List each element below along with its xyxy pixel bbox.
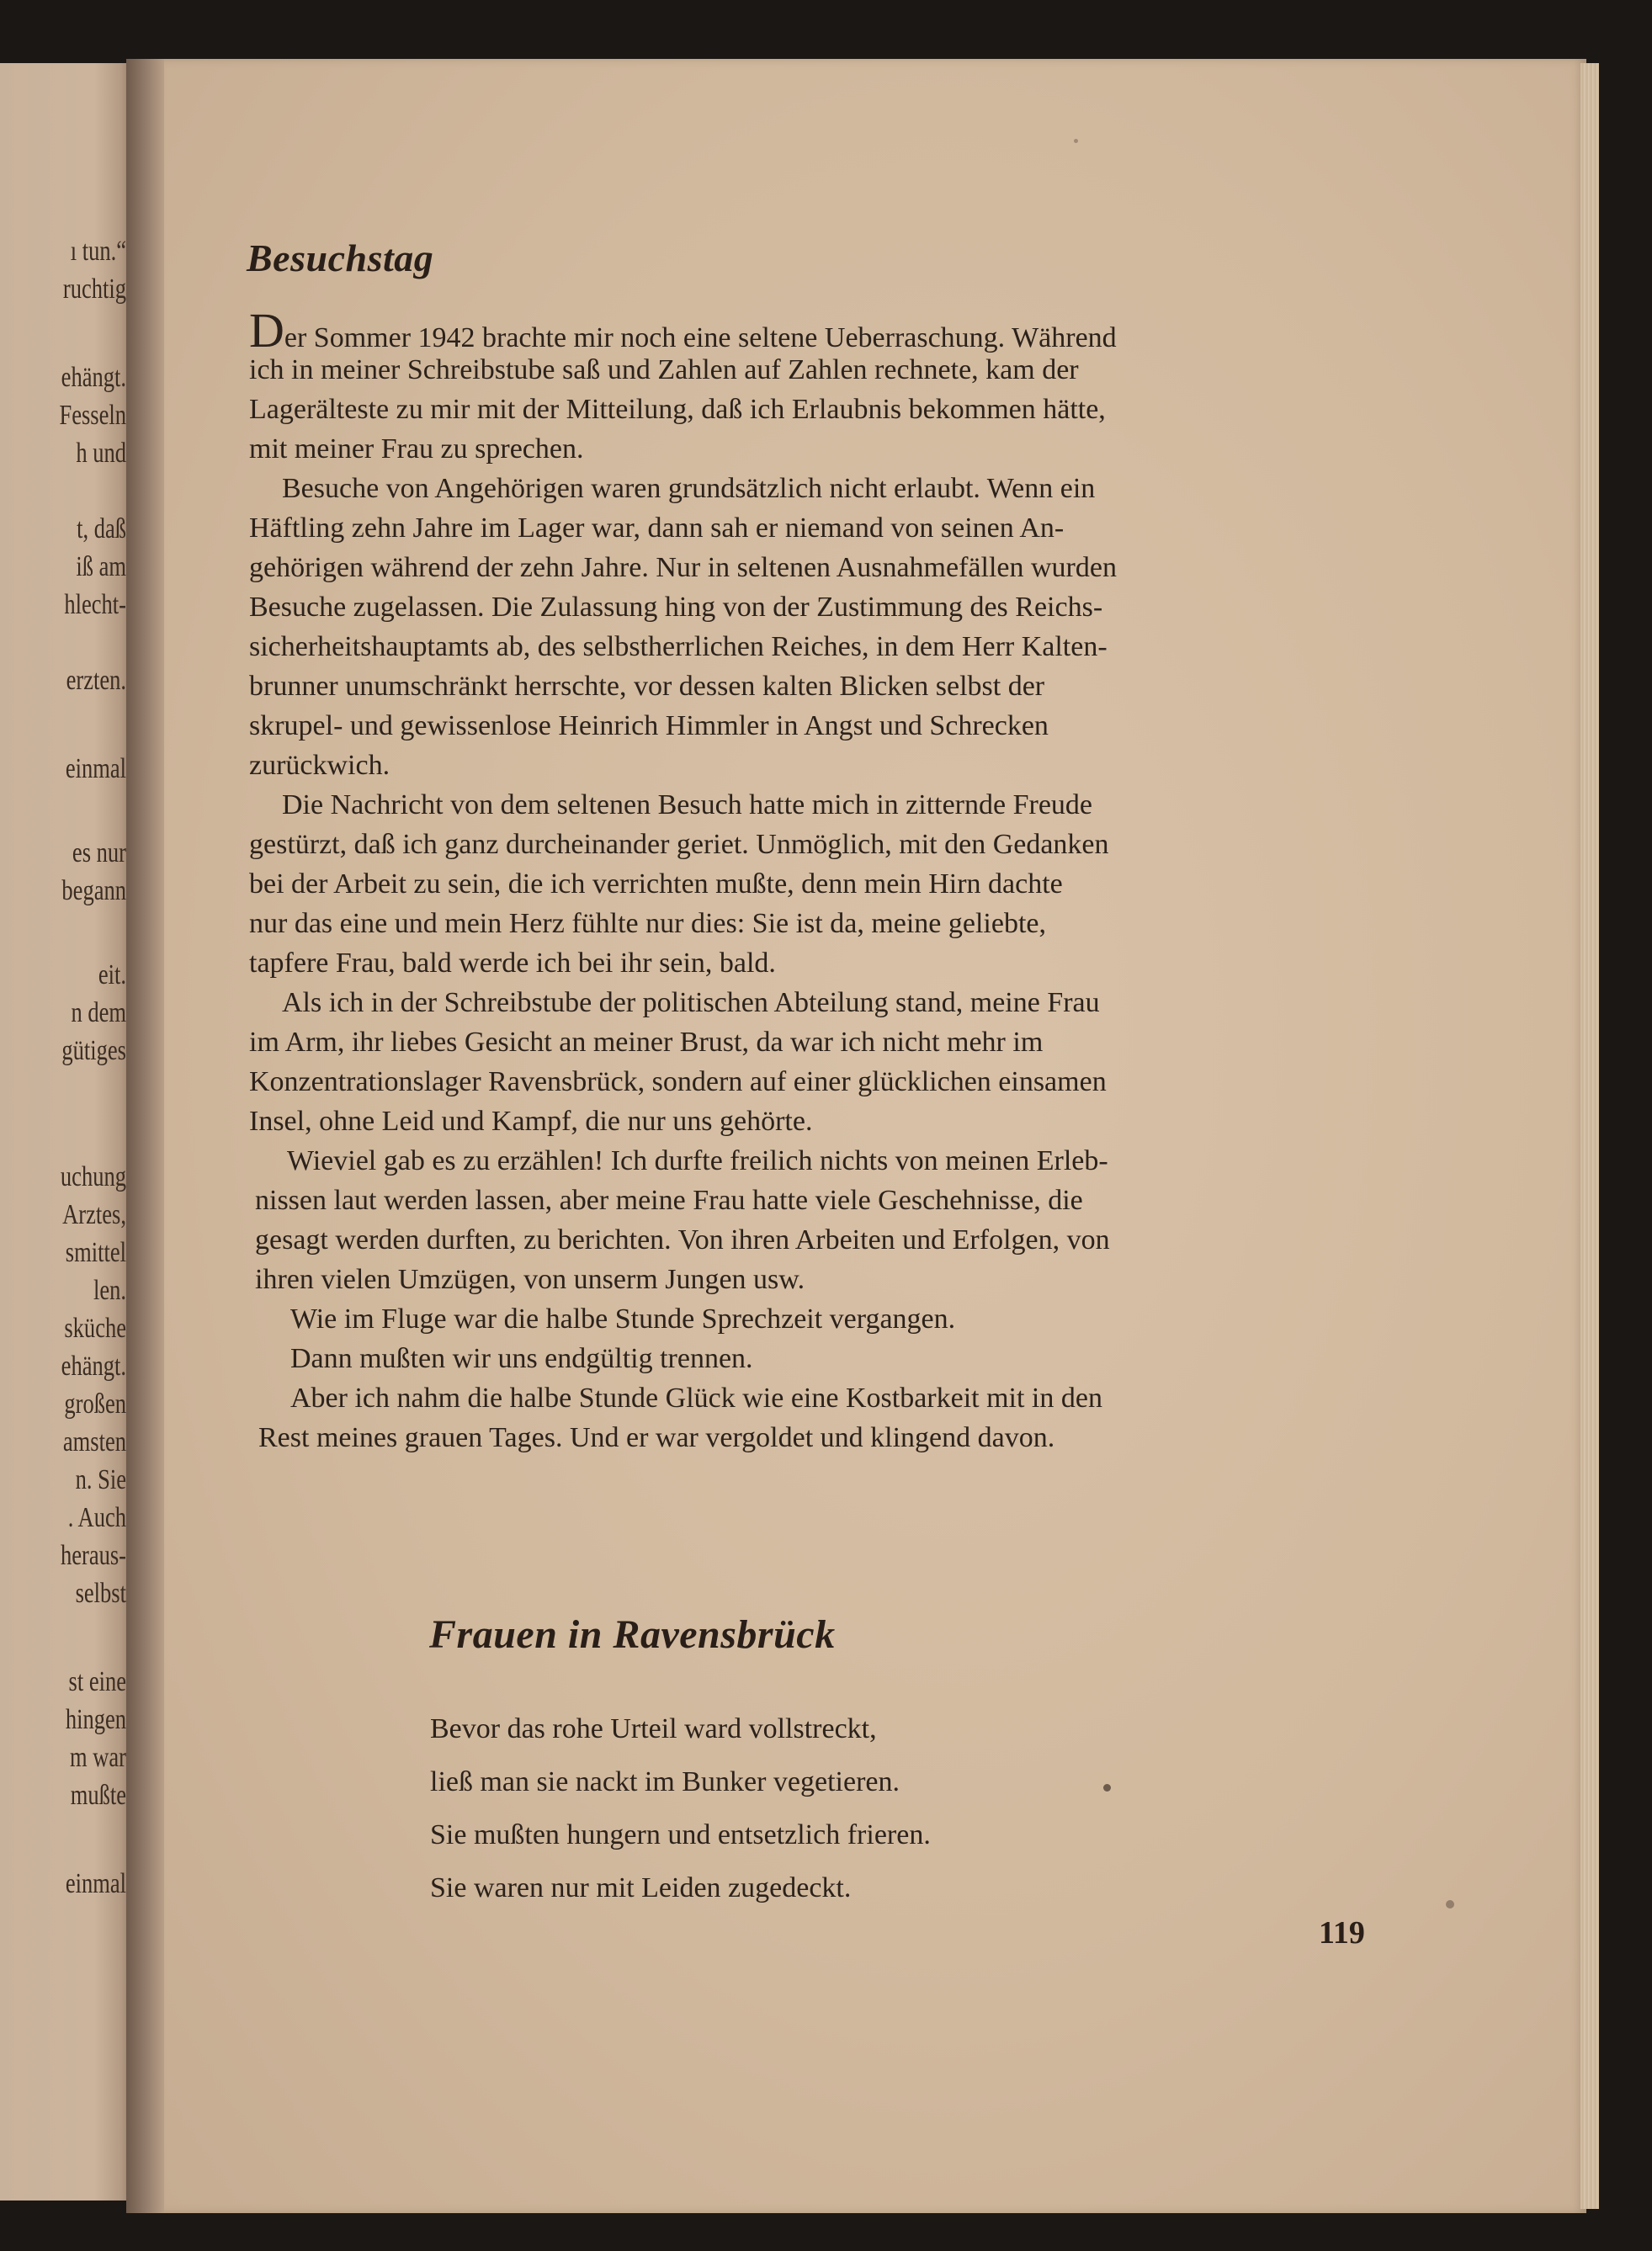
left-page-fragment: st eine [68,1666,126,1697]
article-line: Konzentrationslager Ravensbrück, sondern auf einer glücklichen einsamen [249,1066,1107,1097]
left-page-fragment: n dem [71,997,126,1028]
left-page-fragment: ı tun.“ [70,236,126,267]
article-line: tapfere Frau, bald werde ich bei ihr sein, bald. [249,948,776,979]
article-line: Häftling zehn Jahre im Lager war, dann sah er niemand von seinen An- [249,512,1065,544]
ink-speck [1074,139,1078,143]
article-line: gehörigen während der zehn Jahre. Nur in seltenen Ausnahmefällen wurden [249,552,1117,583]
poem-line: Sie waren nur mit Leiden zugedeckt. [430,1872,852,1903]
article-line: Aber ich nahm die halbe Stunde Glück wie eine Kostbarkeit mit in den [290,1383,1102,1414]
left-page-fragment: sküche [64,1313,126,1344]
left-page [0,63,135,2201]
article-line: nur das eine und mein Herz fühlte nur dies: Sie ist da, meine geliebte, [249,908,1047,939]
article-line: Als ich in der Schreibstube der politischen Abteilung stand, meine Frau [282,987,1100,1018]
article-line: Lagerälteste zu mir mit der Mitteilung, daß ich Erlaubnis bekommen hätte, [249,394,1106,425]
page-number: 119 [1319,1915,1365,1951]
article-title: Besuchstag [247,236,434,279]
left-page-fragment: hingen [65,1704,126,1735]
left-page-fragment: t, daß [77,513,126,544]
poem-title: Frauen in Ravensbrück [429,1612,836,1657]
article-line: bei der Arbeit zu sein, die ich verrichten mußte, denn mein Hirn dachte [249,868,1063,900]
left-page-fragment: Fesseln [59,400,126,431]
left-page-fragment: es nur [72,837,126,868]
article-line: Dann mußten wir uns endgültig trennen. [290,1343,753,1374]
left-page-fragment: iß am [76,551,126,582]
article-first-line-text: er Sommer 1942 brachte mir noch eine seltene Ueberraschung. Während [284,322,1117,353]
left-page-fragment: gütiges [61,1035,126,1066]
article-line: Rest meines grauen Tages. Und er war vergoldet und klingend davon. [258,1422,1055,1453]
left-page-fragment: einmal [65,1868,126,1899]
article-first-line [249,303,1117,358]
left-page-fragment: ruchtig [62,273,126,305]
ink-speck [1446,1900,1454,1909]
article-line: Besuche von Angehörigen waren grundsätzlich nicht erlaubt. Wenn ein [282,473,1096,504]
article-line: skrupel- und gewissenlose Heinrich Himmler in Angst und Schrecken [249,710,1049,741]
left-page-fragment: Arztes, [62,1199,126,1230]
article-line: nissen laut werden lassen, aber meine Frau hatte viele Geschehnisse, die [255,1185,1083,1216]
left-page-fragment: begann [61,875,126,906]
article-line: Insel, ohne Leid und Kampf, die nur uns gehörte. [249,1106,813,1137]
article-line: ich in meiner Schreibstube saß und Zahlen auf Zahlen rechnete, kam der [249,354,1079,385]
left-page-fragment: ehängt. [61,362,126,393]
article-line: sicherheitshauptamts ab, des selbstherrlichen Reiches, in dem Herr Kalten- [249,631,1108,662]
article-line: Wieviel gab es zu erzählen! Ich durfte freilich nichts von meinen Erleb- [287,1145,1108,1176]
article-line: Die Nachricht von dem seltenen Besuch hatte mich in zitternde Freude [282,789,1093,820]
left-page-fragment: einmal [65,753,126,784]
left-page-fragment: mußte [70,1780,126,1811]
left-page-fragment: n. Sie [75,1464,126,1495]
left-page-fragment: großen [64,1388,126,1420]
left-page-fragment: eit. [98,959,126,990]
left-page-fragment: . Auch [67,1502,126,1533]
article-line: Wie im Fluge war die halbe Stunde Sprechzeit vergangen. [290,1303,956,1335]
article-line: ihren vielen Umzügen, von unserm Jungen usw. [255,1264,805,1295]
page-edge [1580,63,1599,2209]
left-page-fragment: erzten. [66,665,126,696]
poem-line: Bevor das rohe Urteil ward vollstreckt, [430,1713,877,1744]
left-page-fragment: heraus- [60,1540,126,1571]
left-page-fragment: hlecht- [64,589,126,620]
article-line: Besuche zugelassen. Die Zulassung hing von der Zustimmung des Reichs- [249,592,1103,623]
left-page-fragment: selbst [75,1578,126,1609]
left-page-fragment: m war [69,1742,126,1773]
article-line: mit meiner Frau zu sprechen. [249,433,584,465]
left-page-fragment: len. [93,1275,126,1306]
left-page-fragment: smittel [65,1237,126,1268]
article-line: zurückwich. [249,750,390,781]
left-page-fragment: ehängt. [61,1351,126,1382]
poem-line: ließ man sie nackt im Bunker vegetieren. [430,1766,900,1797]
left-page-fragment: uchung [60,1161,126,1192]
left-page-fragment: h und [76,438,126,469]
ink-speck [1103,1784,1111,1792]
article-line: im Arm, ihr liebes Gesicht an meiner Brust, da war ich nicht mehr im [249,1027,1044,1058]
left-page-fragment: amsten [62,1426,126,1457]
drop-cap: D [249,303,284,358]
article-line: gesagt werden durften, zu berichten. Von ihren Arbeiten und Erfolgen, von [255,1224,1110,1256]
poem-line: Sie mußten hungern und entsetzlich frieren. [430,1819,931,1850]
article-line: brunner unumschränkt herrschte, vor dessen kalten Blicken selbst der [249,671,1045,702]
article-line: gestürzt, daß ich ganz durcheinander geriet. Unmöglich, mit den Gedanken [249,829,1109,860]
